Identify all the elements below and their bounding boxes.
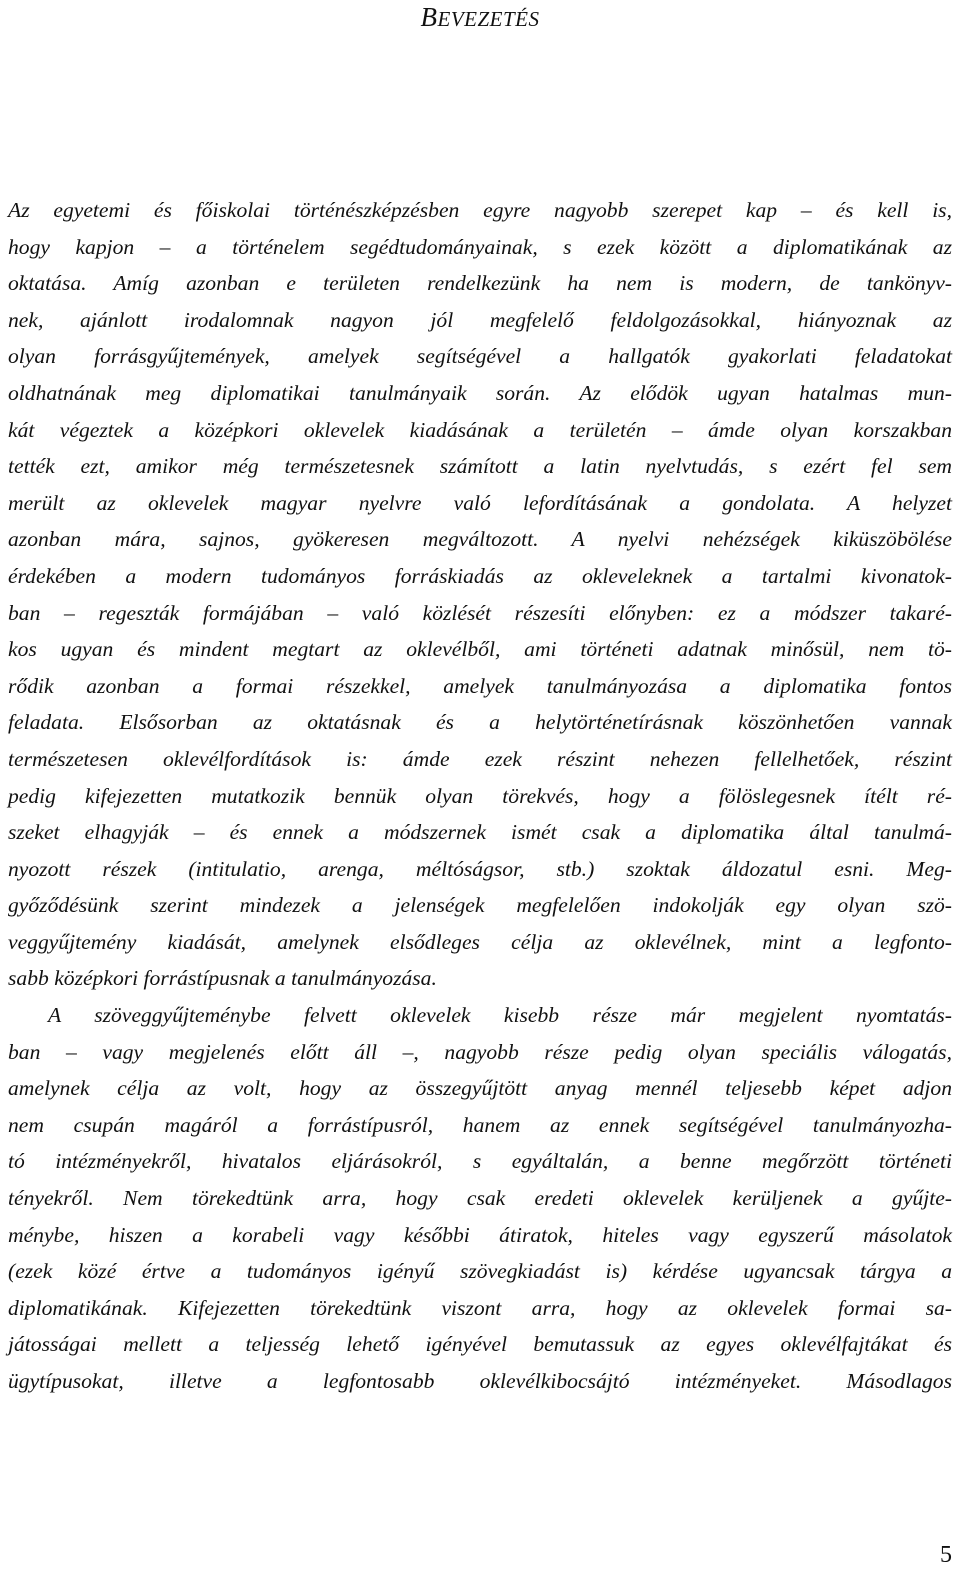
text-line: hogy kapjon – a történelem segédtudományainak, s ezek között a diplomatikának az	[8, 234, 952, 259]
text-line: érdekében a modern tudományos forráskiadás az okleveleknek a tartalmi kivonatok-	[8, 563, 952, 588]
text-line: nem csupán magáról a forrástípusról, hanem az ennek segítségével tanulmányozha-	[8, 1112, 952, 1137]
text-line: tényekről. Nem törekedtünk arra, hogy csak eredeti oklevelek kerüljenek a gyűjte-	[8, 1186, 952, 1211]
text-line: ban – regeszták formájában – való közlését részesíti előnyben: ez a módszer takaré-	[8, 600, 952, 625]
text-line: oldhatnának meg diplomatikai tanulmányaik során. Az elődök ugyan hatalmas mun-	[8, 380, 952, 405]
text-line: feladata. Elsősorban az oktatásnak és a helytörténetírásnak köszönhetően vannak	[8, 710, 952, 735]
page-title-initial: B	[420, 2, 438, 32]
text-line: játosságai mellett a teljesség lehető igényével bemutassuk az egyes oklevélfajtákat és	[8, 1332, 952, 1357]
text-line: A szöveggyűjteménybe felvett oklevelek kisebb része már megjelent nyomtatás-	[48, 1003, 952, 1028]
text-line: kát végeztek a középkori oklevelek kiadásának a területén – ámde olyan korszakban	[8, 417, 952, 442]
text-line: ügytípusokat, illetve a legfontosabb oklevélkibocsájtó intézményeket. Másodlagos	[8, 1369, 952, 1393]
text-line: (ezek közé értve a tudományos igényű szövegkiadást is) kérdése ugyancsak tárgya a	[8, 1259, 952, 1284]
text-line: ban – vagy megjelenés előtt áll –, nagyobb része pedig olyan speciális válogatás,	[8, 1039, 952, 1064]
text-line: azonban mára, sajnos, gyökeresen megváltozott. A nyelvi nehézségek kiküszöbölése	[8, 527, 952, 552]
text-line: rődik azonban a formai részekkel, amelyek tanulmányozása a diplomatika fontos	[8, 673, 952, 698]
text-line: diplomatikának. Kifejezetten törekedtünk viszont arra, hogy az oklevelek formai sa-	[8, 1295, 952, 1320]
text-line: Az egyetemi és főiskolai történészképzésben egyre nagyobb szerepet kap – és kell is,	[8, 198, 952, 222]
page-title	[0, 0, 960, 36]
text-line: kos ugyan és mindent megtart az oklevélből, ami történeti adatnak minősül, nem tö-	[8, 637, 952, 662]
text-line: olyan forrásgyűjtemények, amelyek segítségével a hallgatók gyakorlati feladatokat	[8, 344, 952, 369]
text-line: sabb középkori forrástípusnak a tanulmányozása.	[8, 966, 437, 991]
text-line: veggyűjtemény kiadását, amelynek elsődleges célja az oklevélnek, mint a legfonto-	[8, 929, 952, 954]
page-number: 5	[940, 1542, 952, 1568]
text-line: tették ezt, amikor még természetesnek számított a latin nyelvtudás, s ezért fel sem	[8, 454, 952, 479]
body-text	[8, 192, 952, 1400]
page-title-rest: EVEZETÉS	[437, 7, 540, 31]
text-line: merült az oklevelek magyar nyelvre való lefordításának a gondolata. A helyzet	[8, 490, 952, 515]
text-line: pedig kifejezetten mutatkozik bennük olyan törekvés, hogy a fölöslegesnek ítélt ré-	[8, 783, 952, 808]
text-line: nek, ajánlott irodalomnak nagyon jól megfelelő feldolgozásokkal, hiányoznak az	[8, 307, 952, 332]
text-line: ménybe, hiszen a korabeli vagy későbbi átiratok, hiteles vagy egyszerű másolatok	[8, 1222, 952, 1247]
text-line: nyozott részek (intitulatio, arenga, méltóságsor, stb.) szoktak áldozatul esni. Meg-	[8, 856, 952, 881]
text-line: oktatása. Amíg azonban e területen rendelkezünk ha nem is modern, de tankönyv-	[8, 271, 952, 296]
text-line: győződésünk szerint mindezek a jelenségek megfelelően indokolják egy olyan szö-	[8, 893, 952, 918]
text-line: természetesen oklevélfordítások is: ámde ezek részint nehezen fellelhetőek, részint	[8, 746, 952, 771]
text-line: amelynek célja az volt, hogy az összegyűjtött anyag mennél teljesebb képet adjon	[8, 1076, 952, 1101]
text-line: tó intézményekről, hivatalos eljárásokról, s egyáltalán, a benne megőrzött történeti	[8, 1149, 952, 1174]
text-line: szeket elhagyják – és ennek a módszernek ismét csak a diplomatika által tanulmá-	[8, 820, 952, 845]
